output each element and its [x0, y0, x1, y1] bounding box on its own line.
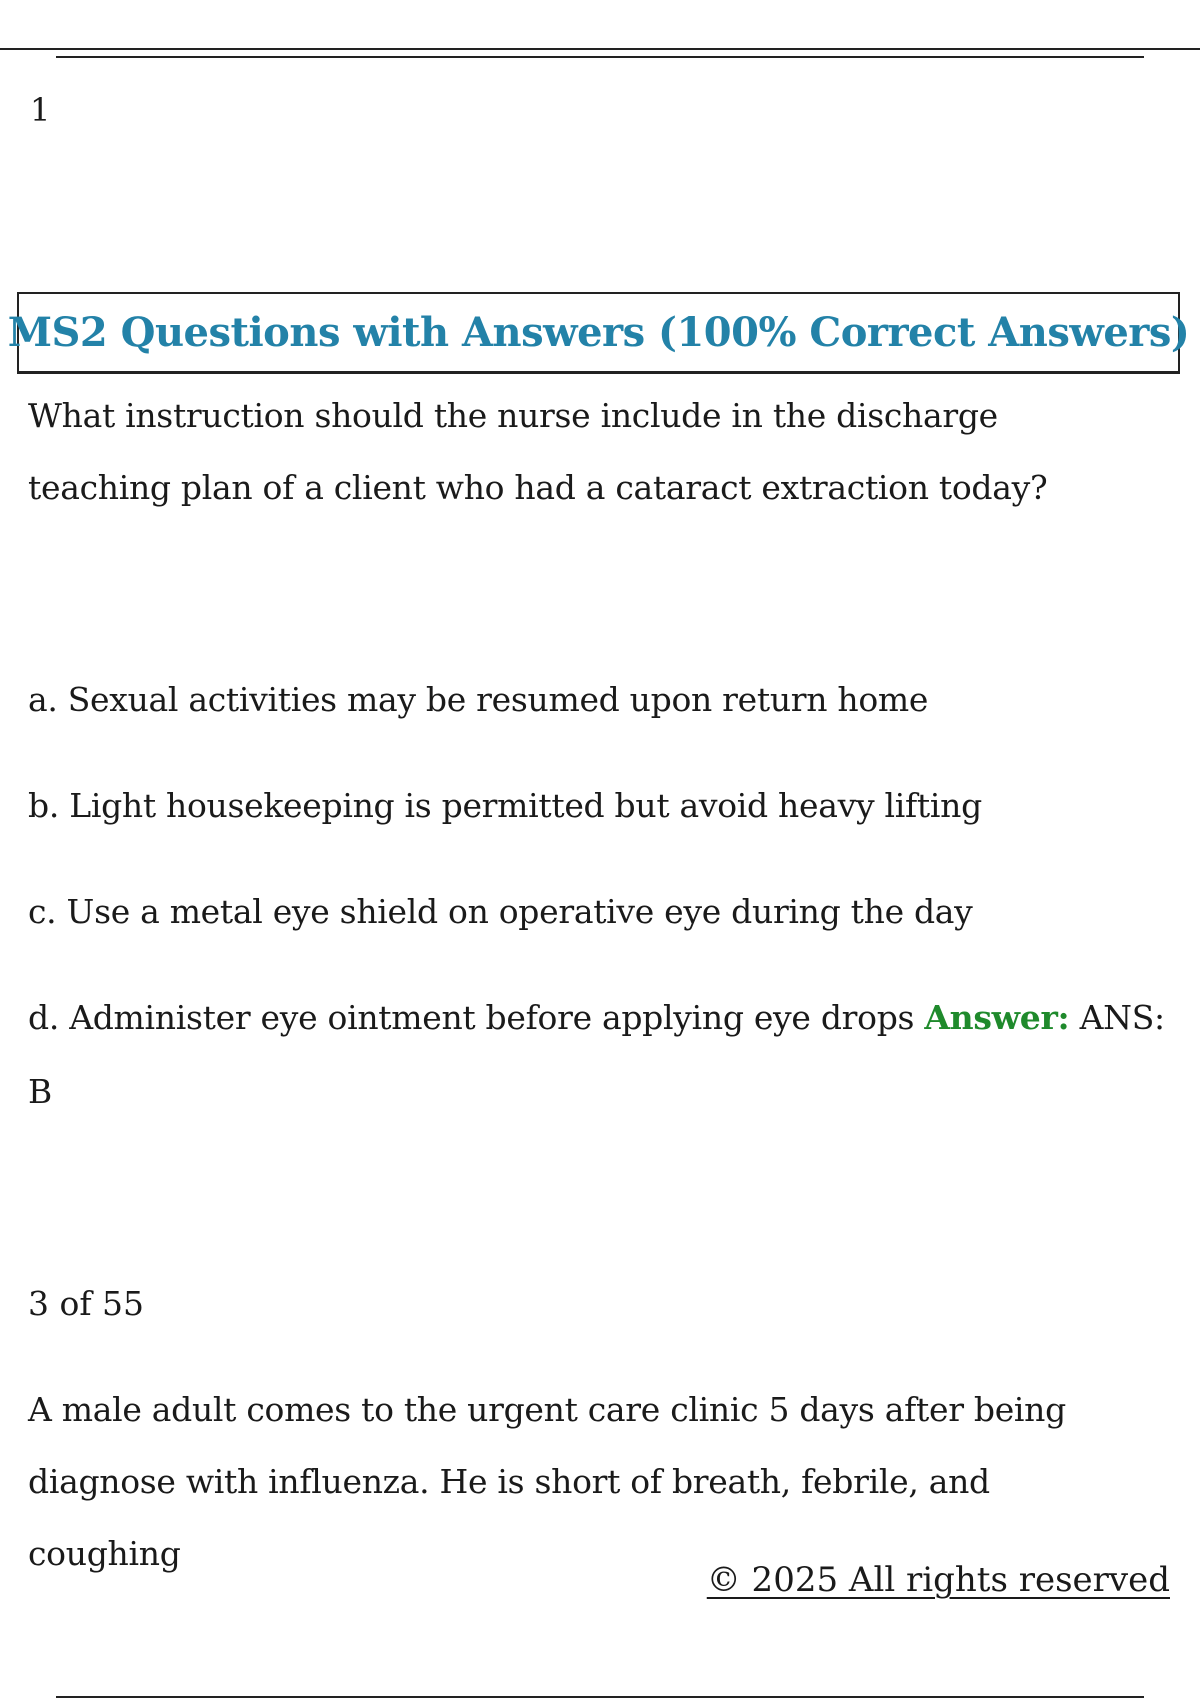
answer-label: Answer:	[924, 998, 1070, 1037]
option-d	[28, 996, 1165, 1040]
option-d-text: d. Administer eye ointment before applying eye drops	[28, 998, 915, 1037]
footer-rule	[56, 1696, 1144, 1698]
page-number: 1	[30, 91, 51, 129]
option-b: b. Light housekeeping is permitted but avoid heavy lifting	[28, 786, 982, 825]
option-a: a. Sexual activities may be resumed upon return home	[28, 680, 929, 719]
header-rule-outer	[0, 48, 1200, 50]
header-rule-inner	[56, 56, 1144, 58]
document-title: MS2 Questions with Answers (100% Correct Answers)	[7, 308, 1190, 356]
copyright-footer: © 2025 All rights reserved	[706, 1560, 1170, 1600]
option-c: c. Use a metal eye shield on operative eye during the day	[28, 892, 973, 931]
answer-value: B	[28, 1072, 53, 1111]
answer-value-prefix: ANS:	[1079, 998, 1165, 1037]
question-progress: 3 of 55	[28, 1284, 145, 1323]
question-text-2: A male adult comes to the urgent care clinic 5 days after being diagnose with influenza. He is short of breath, febrile, and coughing	[28, 1390, 1066, 1573]
title-box	[7, 292, 1190, 374]
question-text: What instruction should the nurse include in the discharge teaching plan of a client who had a cataract extraction today?	[28, 396, 1048, 507]
